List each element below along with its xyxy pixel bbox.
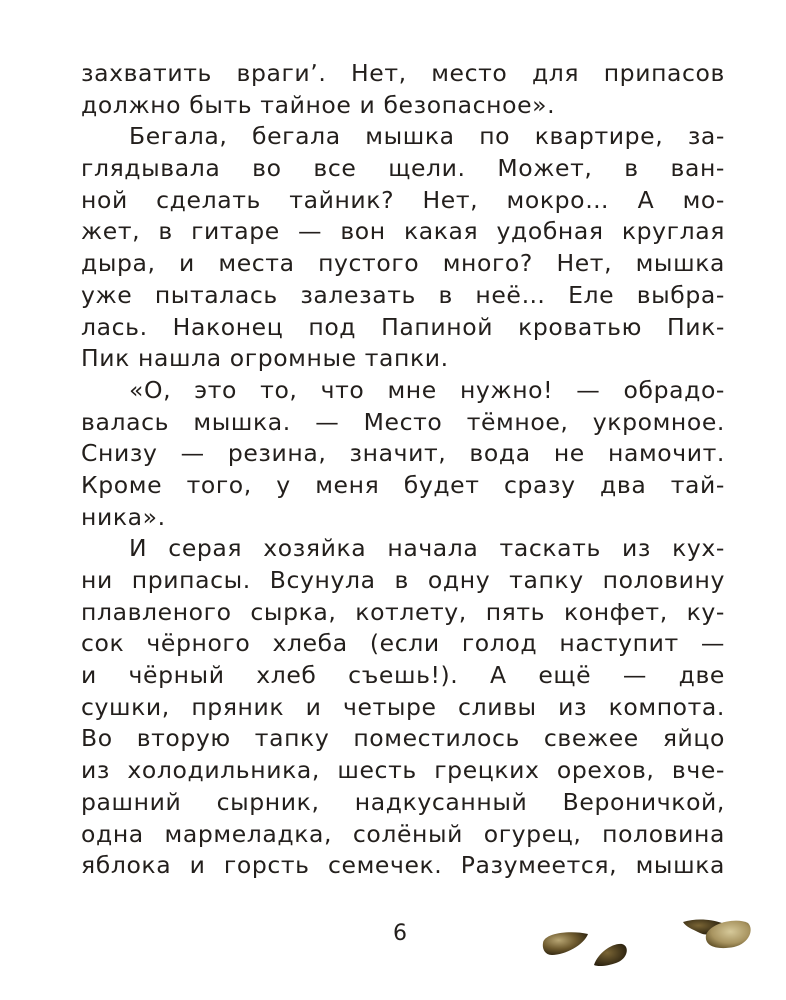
text-line: Кроме того, у меня будет сразу два тай- [81, 470, 725, 499]
text-line: уже пыталась залезать в неё… Еле выбра- [81, 280, 725, 309]
text-line: И серая хозяйка начала таскать из кух- [129, 534, 725, 563]
text-line: ни припасы. Всунула в одну тапку половину [81, 566, 725, 594]
text-line: дыра, и места пустого много? Нет, мышка [81, 249, 725, 278]
text-line: валась мышка. — Место тёмное, укромное. [81, 407, 725, 436]
seed-icon [543, 932, 588, 955]
text-line: сушки, пряник и четыре сливы из компота. [81, 692, 725, 721]
text-line: жет, в гитаре — вон какая удобная круглая [81, 217, 725, 246]
book-page-text [81, 58, 725, 882]
seed-icon [594, 944, 627, 966]
text-line: ника». [81, 502, 166, 531]
text-line: яблока и горсть семечек. Разумеется, мышка [81, 851, 725, 880]
text-line: глядывала во все щели. Может, в ван- [81, 154, 725, 183]
text-line: из холодильника, шесть грецких орехов, вче- [81, 756, 725, 785]
text-line: одна мармеладка, солёный огурец, половина [81, 819, 725, 848]
text-line: захватить врагиʼ. Нет, место для припасов [81, 59, 725, 87]
text-line: сок чёрного хлеба (если голод наступит — [81, 629, 725, 658]
text-line: и чёрный хлеб съешь!). А ещё — две [81, 661, 725, 690]
text-line: плавленого сырка, котлету, пять конфет, ку- [81, 597, 725, 626]
text-line: Пик нашла огромные тапки. [81, 344, 449, 373]
text-line: ной сделать тайник? Нет, мокро… А мо- [81, 185, 725, 214]
page-number: 6 [393, 921, 407, 946]
text-line: Бегала, бегала мышка по квартире, за- [129, 122, 725, 151]
text-line: должно быть тайное и безопасное». [81, 90, 556, 119]
text-line: «О, это то, что мне нужно! — обрадо- [129, 375, 725, 404]
text-line: Во вторую тапку поместилось свежее яйцо [81, 724, 725, 753]
text-line: Снизу — резина, значит, вода не намочит. [81, 439, 725, 468]
text-line: рашний сырник, надкусанный Вероничкой, [81, 787, 725, 816]
sunflower-seeds-illustration [540, 915, 780, 975]
text-line: лась. Наконец под Папиной кроватью Пик- [81, 312, 725, 341]
